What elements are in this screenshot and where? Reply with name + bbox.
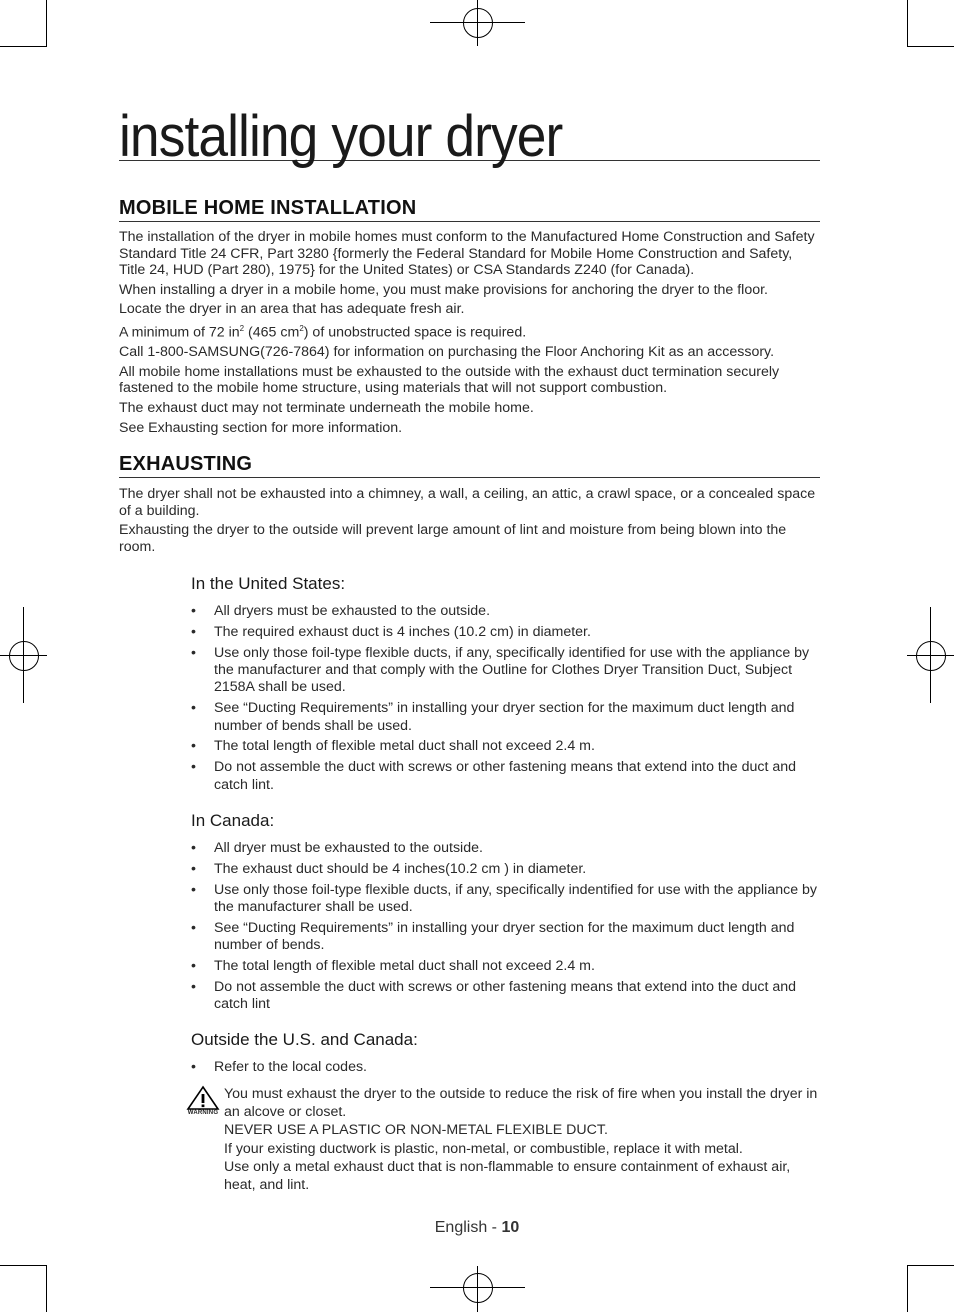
footer-language: English - (434, 1219, 502, 1236)
list-item: • The required exhaust duct is 4 inches (10.2 cm) in diameter. (191, 624, 820, 641)
mobile-home-para-2: When installing a dryer in a mobile home, you must make provisions for anchoring the dryer to the floor. (119, 281, 769, 298)
us-title: In the United States: (191, 574, 346, 593)
exhausting-heading: EXHAUSTING (119, 452, 820, 478)
mobile-home-heading: MOBILE HOME INSTALLATION (119, 196, 820, 222)
list-item: • Use only those foil-type flexible ducts, if any, specifically identified for use with the appliance by the manufacturer and that comply with the Outline for Clothes Dryer Transition Duct, Subject 2158A shall be used. (191, 645, 820, 697)
page-number: 10 (501, 1219, 520, 1236)
list-item: • Do not assemble the duct with screws or other fastening means that extend into the duct and catch lint. (191, 759, 820, 794)
exhausting-para-2: Exhausting the dryer to the outside will prevent large amount of lint and moisture from being blown into the room. (119, 522, 787, 555)
mobile-home-para-7: See Exhausting section for more information. (119, 419, 403, 436)
outside-title: Outside the U.S. and Canada: (191, 1030, 418, 1049)
warning-line-3: If your existing ductwork is plastic, non-metal, or combustible, replace it with metal. (224, 1140, 743, 1157)
list-item: • Do not assemble the duct with screws or other fastening means that extend into the duct and catch lint (191, 979, 820, 1014)
mobile-home-para-3: Locate the dryer in an area that has adequate fresh air. (119, 301, 465, 318)
chapter-title: installing your dryer (119, 108, 820, 161)
list-item: • Use only those foil-type flexible ducts, if any, specifically indentified for use with the appliance by the manufacturer shall be used. (191, 882, 820, 917)
mobile-home-para-4: Call 1-800-SAMSUNG(726-7864) for information on purchasing the Floor Anchoring Kit as an accessory. (119, 344, 775, 361)
mobile-home-space-requirement: A minimum of 72 $in^2$ (465 $cm^2$) of unobstructed space is required. (119, 323, 527, 341)
us-requirements (191, 574, 820, 797)
warning-line-4: Use only a metal exhaust duct that is non-flammable to ensure containment of exhaust air, heat, and lint. (224, 1158, 791, 1194)
mobile-home-para-6: The exhaust duct may not terminate underneath the mobile home. (119, 400, 534, 417)
list-item: • All dryer must be exhausted to the outside. (191, 840, 820, 857)
list-item: • See “Ducting Requirements” in installing your dryer section for the maximum duct length and number of bends. (191, 920, 820, 955)
warning-text (224, 1085, 820, 1194)
list-item: • Refer to the local codes. (191, 1059, 820, 1076)
list-item: • The exhaust duct should be 4 inches(10.2 cm ) in diameter. (191, 861, 820, 878)
warning-line-2: NEVER USE A PLASTIC OR NON-METAL FLEXIBLE DUCT. (224, 1122, 608, 1139)
list-item: • The total length of flexible metal duct shall not exceed 2.4 m. (191, 958, 820, 975)
outside-requirements (191, 1030, 820, 1080)
warning-label: WARNING (187, 1110, 219, 1116)
exhausting-para-1: The dryer shall not be exhausted into a chimney, a wall, a ceiling, an attic, a crawl space, or a concealed space of a building. (119, 486, 816, 519)
mobile-home-section (119, 196, 820, 436)
mobile-home-para-5: All mobile home installations must be exhausted to the outside with the exhaust duct termination securely fastened to the mobile home structure, using materials that will not support combustion. (119, 363, 780, 397)
list-item: • See “Ducting Requirements” in installing your dryer section for the maximum duct length and number of bends shall be used. (191, 700, 820, 735)
page-footer (0, 1219, 954, 1237)
list-item: • The total length of flexible metal duct shall not exceed 2.4 m. (191, 738, 820, 755)
canada-requirements (191, 811, 820, 1017)
list-item: • All dryers must be exhausted to the outside. (191, 603, 820, 620)
canada-title: In Canada: (191, 811, 275, 830)
warning-line-1: You must exhaust the dryer to the outside to reduce the risk of fire when you install the dryer in an alcove or closet. (224, 1086, 818, 1121)
exhausting-section (119, 452, 820, 555)
mobile-home-para-1: The installation of the dryer in mobile homes must conform to the Manufactured Home Construction and Safety Standard Title 24 CFR, Part 3280 {formerly the Federal Standard for Mobile Home Construction and Safety, Title 24, HUD (Part 280), 1975} for the United States) or CSA Standards Z240 (for Canada). (119, 229, 815, 279)
